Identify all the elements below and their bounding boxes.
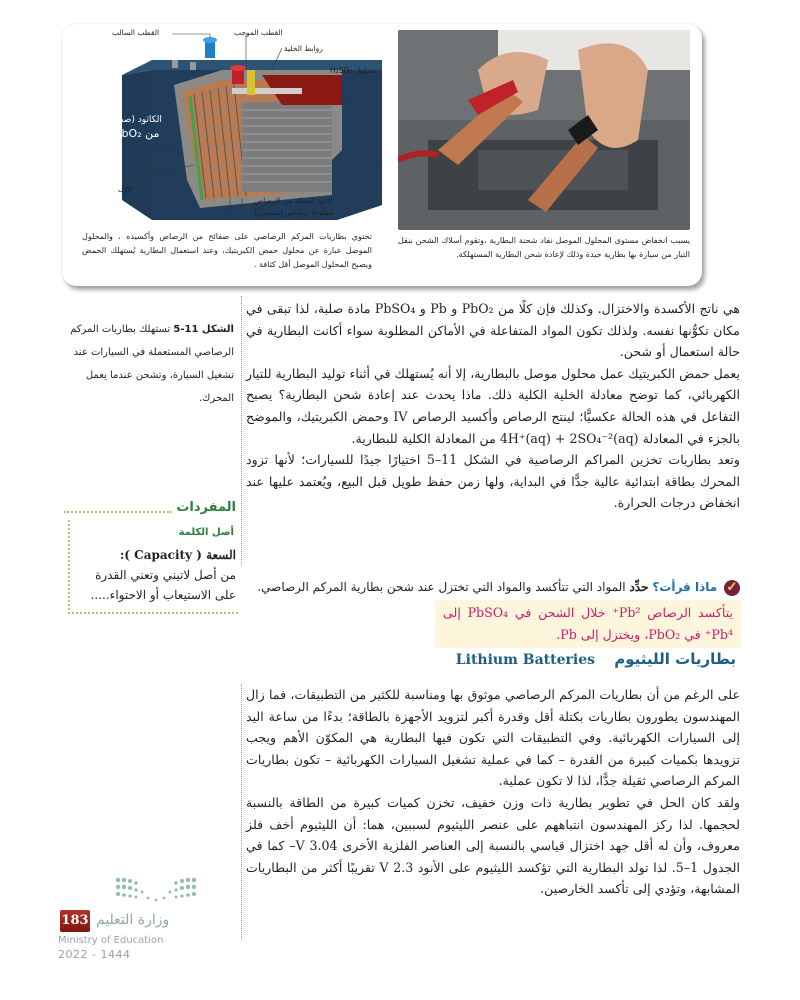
vocab-heading — [64, 500, 236, 515]
diagram-caption: تحتوي بطاريات المركم الرصاصي على صفائح من الرصاص وأكسيده ، والمحلول الموصل عبارة عن محلول حمض الكبريتيك، وعند استعمال البطارية يُستهلك الحمض ويصبح المحلول الموصل أقل كثافة . — [82, 232, 372, 269]
reading-check-text: المواد التي تتأكسد والمواد التي تختزل عند شحن بطارية المركم الرصاصي. — [257, 580, 626, 594]
reading-check — [246, 577, 740, 597]
paragraph-5: ولقد كان الحل في تطوير بطارية ذات وزن خفيف، تخزن كميات كبيرة من الطاقة بالنسبة لحجمها. لذا ركز المهندسون انتباههم على عنصر الليثيوم لسببين، هما: أن الليثيوم أخف فلز معروف، وأن له أقل جهد اختزال قياسي بالنسبة إلى العناصر الفلزية الأخرى 3.04 V– كما في الجدول 1–5. لذا تولد البطارية التي تؤكسد الليثيوم على الأنود 2.3 V تقريبًا أكثر من البطاريات المشابهة، وتؤدي إلى تأكسد الخارصين. — [246, 794, 741, 897]
vocab-dots — [64, 503, 172, 513]
column-divider — [241, 296, 242, 566]
section-title-ar: بطاريات الليثيوم — [614, 650, 736, 668]
vocab-body — [72, 545, 236, 605]
paragraph-2: يعمل حمض الكبريتيك عمل محلول موصل بالبطارية، إلا أنه يُستهلك في أثناء توليد البطارية للتيار الكهربائي، كما توضح معادلة الخلية الكلية ذلك. ماذا يحدث عند إعادة شحن البطارية؟ يصبح التفاعل في هذه الحالة عكسيًّا؛ لينتج الرصاص وأكسيد الرصاص IV وحمض الكبريتيك، والموضح بالجزء في المعادلة 4H⁺(aq) + 2SO₄⁻²(aq) من المعادلة الكلية للبطارية. — [246, 365, 741, 446]
figure-label: الشكل 11-5 — [173, 324, 234, 335]
reading-check-verb: حدِّد — [629, 580, 649, 594]
checkmark-icon: ✓ — [724, 580, 740, 596]
reading-check-label: ماذا قرأت؟ — [652, 580, 718, 594]
paragraph-4: على الرغم من أن بطاريات المركم الرصاصي موثوق بها ومناسبة للكثير من التطبيقات، فما زال المهندسون يطورون بطاريات بكتلة أقل وقدرة أكبر لتزويد الأجهزة بالطاقة؛ بدءًا من ساعة اليد إلى السيارات الكهربائية. وفي التطبيقات التي تكون فيها البطارية هي المكوّن الأهم ويجب تزويدها بكميات كبيرة من القدرة – كما في عملية تشغيل السيارات الكهربائية – تكون بطاريات المركم الرصاصي ثقيلة جدًّا، لذا لا تكون عملية. — [246, 687, 740, 789]
sidebar-figure-caption — [64, 318, 234, 410]
jumper-cables-photo — [398, 30, 690, 230]
label-cell-connectors: روابط الخلية — [284, 44, 323, 53]
label-anode-line1: الأنود (شبكة من الرصاص — [254, 196, 333, 205]
vocab-term: السعة ( Capacity ): — [119, 548, 236, 562]
label-cathode-line2: من PbO₂) — [110, 127, 160, 140]
vocab-definition: من أصل لاتيني وتعني القدرة على الاستيعاب أو الاحتواء..... — [90, 568, 236, 602]
edition-year: 2022 - 1444 — [58, 948, 131, 961]
label-electrolyte: محلول H₂SO₄ — [330, 66, 376, 75]
figure-caption-text: تستهلك بطاريات المركم الرصاصي المستعملة في السيارات عند تشغيل السيارة، وتشحن عندما يعمل المحرك. — [70, 324, 234, 404]
ministry-name-ar: وزارة التعليم — [96, 912, 170, 928]
section-heading — [400, 650, 736, 668]
vocab-title: المفردات — [176, 500, 236, 515]
figure-card — [62, 24, 702, 286]
main-text — [246, 298, 740, 514]
reading-check-answer: يتأكسد الرصاص Pb²⁺ خلال الشحن في PbSO₄ إلى Pb⁴⁺ في PbO₂، ويختزل إلى Pb. — [435, 600, 741, 648]
section-title-en: Lithium Batteries — [455, 652, 596, 668]
paragraph-1: هي ناتج الأكسدة والاختزال. وكذلك فإن كلًا من PbO₂ و Pb و PbSO₄ مادة صلبة، لذا تبقى في مكان تكوُّنها نفسه. ولذلك تكون المواد المتفاعلة في الأماكن المطلوبة سواء أكانت البطارية في حالة استعمال أو شحن. — [246, 301, 741, 360]
label-positive-terminal: القطب الموجب — [234, 28, 283, 37]
column-divider — [241, 684, 242, 939]
vocab-subtitle: أصل الكلمة — [178, 527, 234, 538]
main-text-lithium — [246, 684, 740, 900]
photo-caption: يسبب انخفاض مستوى المحلول الموصل نفاد شحنة البطارية ،وتقوم أسلاك الشحن بنقل التيار من سيارة بها بطارية جيدة وذلك لإعادة شحن البطارية المستهلكة. — [398, 236, 690, 259]
label-cathode — [100, 114, 170, 140]
ministry-name-en: Ministry of Education — [58, 935, 164, 946]
label-cathode-line1: الكاثود (صفائح — [108, 115, 162, 125]
label-insulator: عازل — [118, 184, 134, 193]
label-anode-line2: مملوءة برصاص إسفنجي) — [254, 208, 334, 217]
paragraph-3: وتعد بطاريات تخزين المراكم الرصاصية في الشكل 11–5 اختيارًا جيدًا للسيارات؛ لأنها تزود المحرك بطاقة ابتدائية عالية جدًّا في البداية، ولها زمن حفظ طويل قبل البيع، ويُعتمد عليها عند انخفاض درجات الحرارة. — [246, 452, 740, 511]
page-number: 183 — [60, 910, 90, 932]
label-negative-terminal: القطب السالب — [112, 28, 160, 37]
